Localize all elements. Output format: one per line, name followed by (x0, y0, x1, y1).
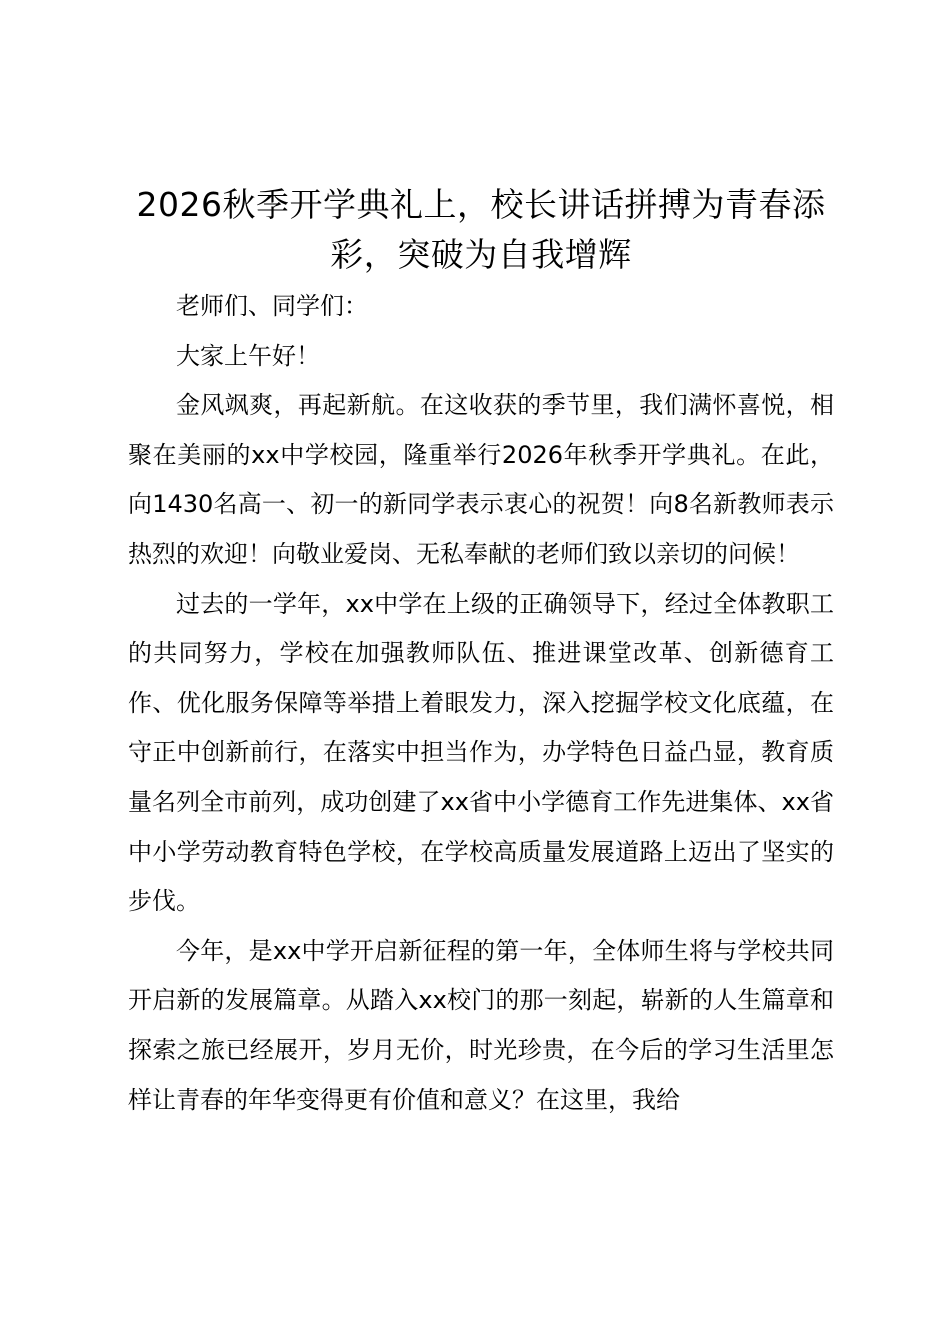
document-title: 2026秋季开学典礼上，校长讲话拼搏为青春添彩，突破为自我增辉 (136, 185, 826, 274)
document-body (128, 180, 834, 1125)
paragraph-review: 过去的一学年，xx中学在上级的正确领导下，经过全体教职工的共同努力，学校在加强教师队伍、推进课堂改革、创新德育工作、优化服务保障等举措上着眼发力，深入挖掘学校文化底蕴，在守正中创新前行，在落实中担当作为，办学特色日益凸显，教育质量名列全市前列，成功创建了xx省中小学德育工作先进集体、xx省中小学劳动教育特色学校，在学校高质量发展道路上迈出了坚实的步伐。 (128, 589, 834, 916)
paragraph-new-journey: 今年，是xx中学开启新征程的第一年，全体师生将与学校共同开启新的发展篇章。从踏入xx校门的那一刻起，崭新的人生篇章和探索之旅已经展开，岁月无价，时光珍贵，在今后的学习生活里怎样让青春的年华变得更有价值和意义？在这里，我给 (128, 936, 834, 1114)
salutation: 老师们、同学们： (176, 292, 368, 320)
greeting: 大家上午好！ (176, 341, 320, 370)
paragraph-welcome: 金风飒爽，再起新航。在这收获的季节里，我们满怀喜悦，相聚在美丽的xx中学校园，隆重举行2026年秋季开学典礼。在此，向1430名高一、初一的新同学表示衷心的祝贺！向8名新教师表示热烈的欢迎！向敬业爱岗、无私奉献的老师们致以亲切的问候！ (128, 391, 834, 568)
